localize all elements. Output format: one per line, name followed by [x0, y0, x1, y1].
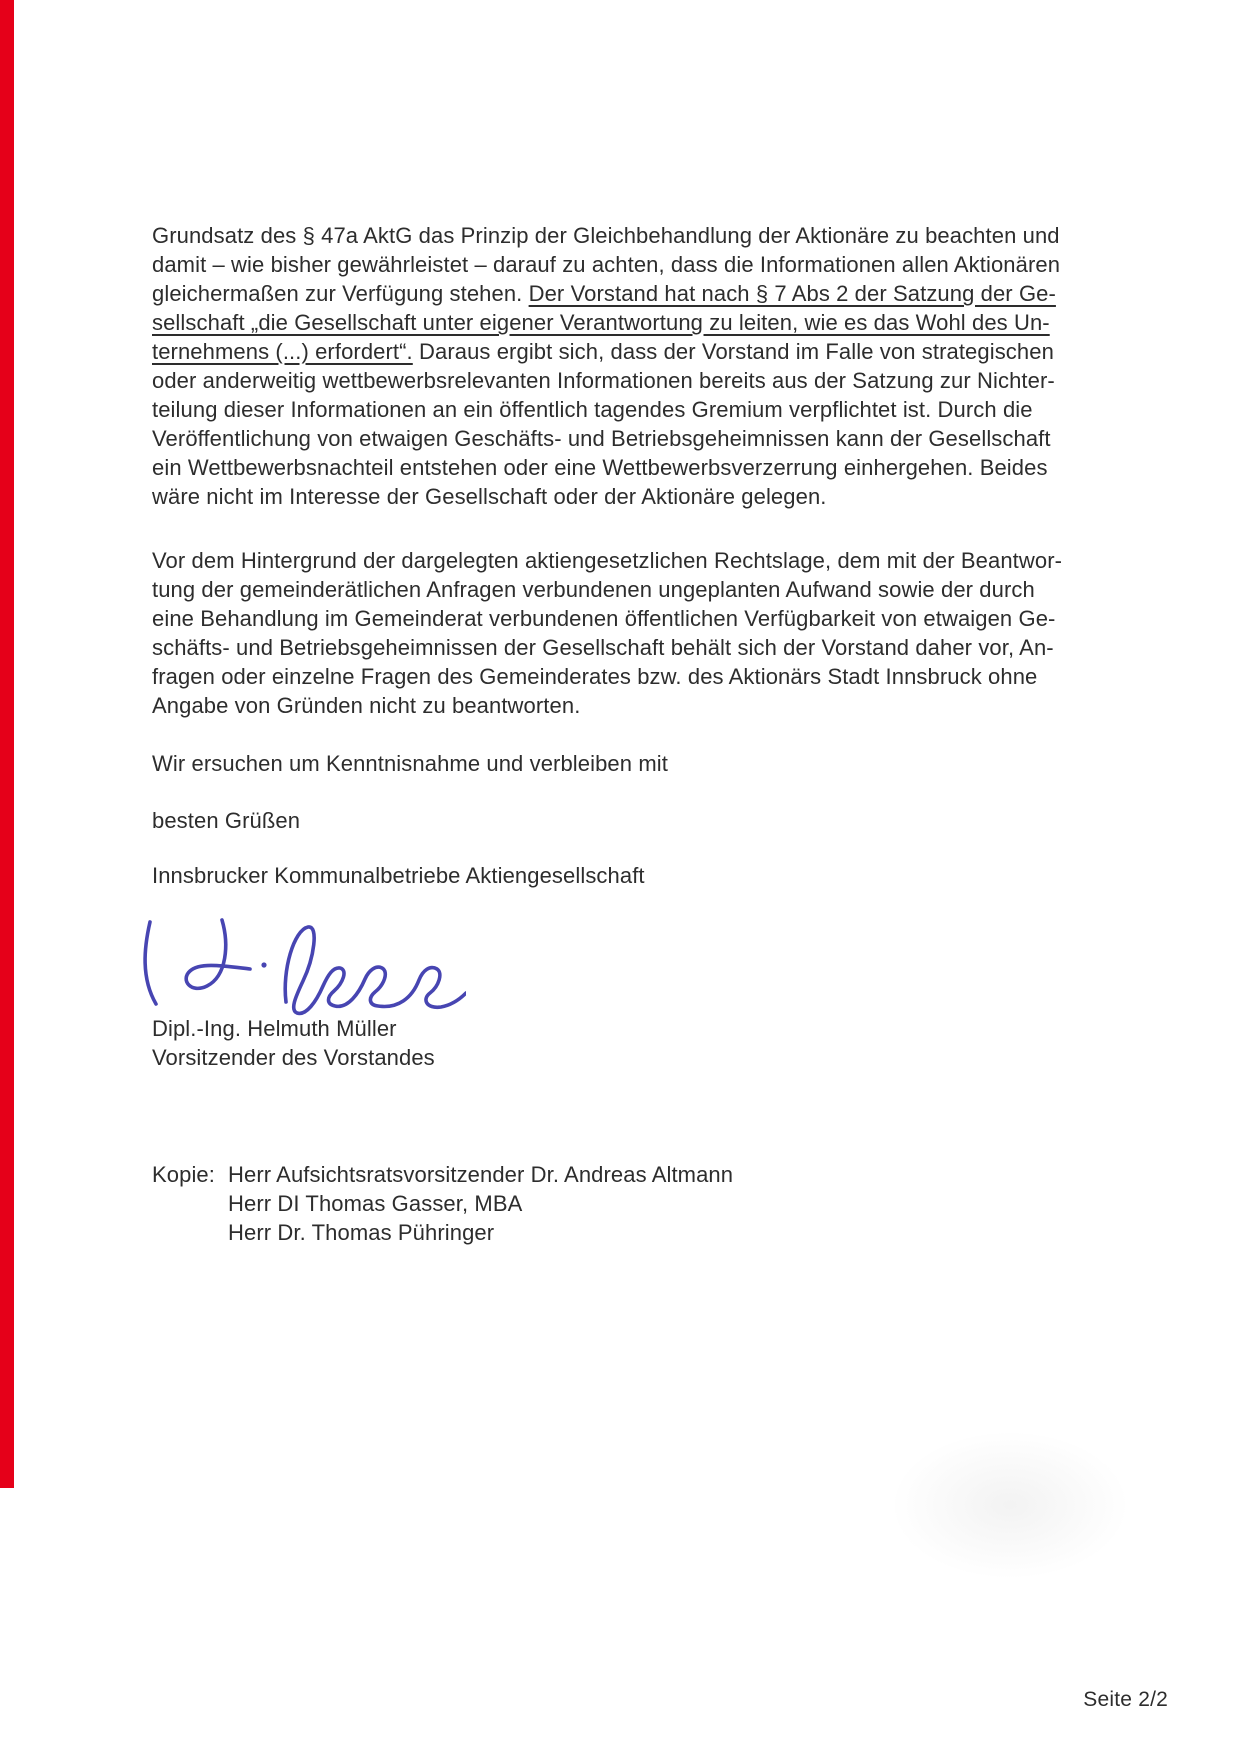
- text-line: [152, 337, 1060, 366]
- signature-dot: [261, 962, 266, 967]
- copy-recipient: Herr Aufsichtsratsvorsitzender Dr. Andreas Altmann: [228, 1162, 734, 1187]
- text-line: [152, 575, 1062, 604]
- text-segment: fragen oder einzelne Fragen des Gemeinderates bzw. des Aktionärs Stadt Innsbruck ohne: [152, 664, 1038, 689]
- signature-stroke-2: [186, 920, 250, 988]
- text-line: [152, 633, 1062, 662]
- text-line: [152, 482, 1060, 511]
- text-segment: Daraus ergibt sich, dass der Vorstand im Falle von strategischen: [412, 339, 1054, 364]
- text-segment: Vor dem Hintergrund der dargelegten aktiengesetzlichen Rechtslage, dem mit der Beantwor-: [152, 548, 1063, 573]
- text-line: [152, 424, 1060, 453]
- text-segment: teilung dieser Informationen an ein öffentlich tagendes Gremium verpflichtet ist. Durch die: [152, 397, 1033, 422]
- text-line: [152, 662, 1062, 691]
- text-segment: tung der gemeinderätlichen Anfragen verbundenen ungeplanten Aufwand sowie der durch: [152, 577, 1035, 602]
- closing-request-line: Wir ersuchen um Kenntnisnahme und verbleiben mit: [152, 751, 668, 776]
- scan-edge-red-stripe: [0, 0, 14, 1488]
- text-segment: Grundsatz des § 47a AktG das Prinzip der Gleichbehandlung der Aktionäre zu beachten und: [152, 223, 1060, 248]
- text-segment: gleichermaßen zur Verfügung stehen.: [152, 281, 529, 306]
- text-line: [152, 604, 1062, 633]
- underlined-text-segment: sellschaft „die Gesellschaft unter eigener Verantwortung zu leiten, wie es das Wohl des Un-: [152, 310, 1050, 335]
- text-line: [152, 691, 1062, 720]
- text-line: [152, 221, 1060, 250]
- text-segment: ein Wettbewerbsnachteil entstehen oder eine Wettbewerbsverzerrung einhergehen. Beides: [152, 455, 1048, 480]
- paragraph-answer-reservation: [152, 546, 1062, 720]
- signature-stroke-3: [285, 927, 466, 1013]
- text-line: [152, 366, 1060, 395]
- signer-title: Vorsitzender des Vorstandes: [152, 1045, 435, 1070]
- closing-salutation: besten Grüßen: [152, 808, 301, 833]
- signer-name: Dipl.-Ing. Helmuth Müller: [152, 1016, 397, 1041]
- page-number: Seite 2/2: [1083, 1688, 1168, 1711]
- copy-recipient: Herr Dr. Thomas Pühringer: [228, 1220, 495, 1245]
- text-segment: oder anderweitig wettbewerbsrelevanten Informationen bereits aus der Satzung zur Nichter-: [152, 368, 1055, 393]
- text-line: [152, 395, 1060, 424]
- text-segment: Veröffentlichung von etwaigen Geschäfts- und Betriebsgeheimnissen kann der Gesellschaft: [152, 426, 1051, 451]
- text-line: [152, 453, 1060, 482]
- text-segment: schäfts- und Betriebsgeheimnissen der Gesellschaft behält sich der Vorstand daher vor, An-: [152, 635, 1054, 660]
- underlined-text-segment: Der Vorstand hat nach § 7 Abs 2 der Satzung der Ge-: [528, 281, 1056, 306]
- copy-recipient-list: [228, 1160, 733, 1247]
- text-segment: Angabe von Gründen nicht zu beantworten.: [152, 693, 581, 718]
- scan-smudge: [890, 1430, 1130, 1580]
- text-line: [152, 279, 1060, 308]
- text-line: [152, 308, 1060, 337]
- text-line: [152, 546, 1062, 575]
- company-name-line: Innsbrucker Kommunalbetriebe Aktiengesellschaft: [152, 863, 645, 888]
- text-segment: eine Behandlung im Gemeinderat verbundenen öffentlichen Verfügbarkeit von etwaigen Ge-: [152, 606, 1056, 631]
- underlined-text-segment: ternehmens (...) erfordert“.: [152, 339, 413, 364]
- copy-recipient: Herr DI Thomas Gasser, MBA: [228, 1191, 523, 1216]
- copy-block: [152, 1160, 733, 1247]
- copy-label: Kopie:: [152, 1162, 215, 1187]
- text-segment: damit – wie bisher gewährleistet – darauf zu achten, dass die Informationen allen Aktionären: [152, 252, 1061, 277]
- text-segment: wäre nicht im Interesse der Gesellschaft oder der Aktionäre gelegen.: [152, 484, 827, 509]
- paragraph-legal-basis: [152, 221, 1060, 511]
- handwritten-signature: [136, 916, 466, 1016]
- text-line: [152, 250, 1060, 279]
- signature-stroke-1: [145, 922, 156, 1004]
